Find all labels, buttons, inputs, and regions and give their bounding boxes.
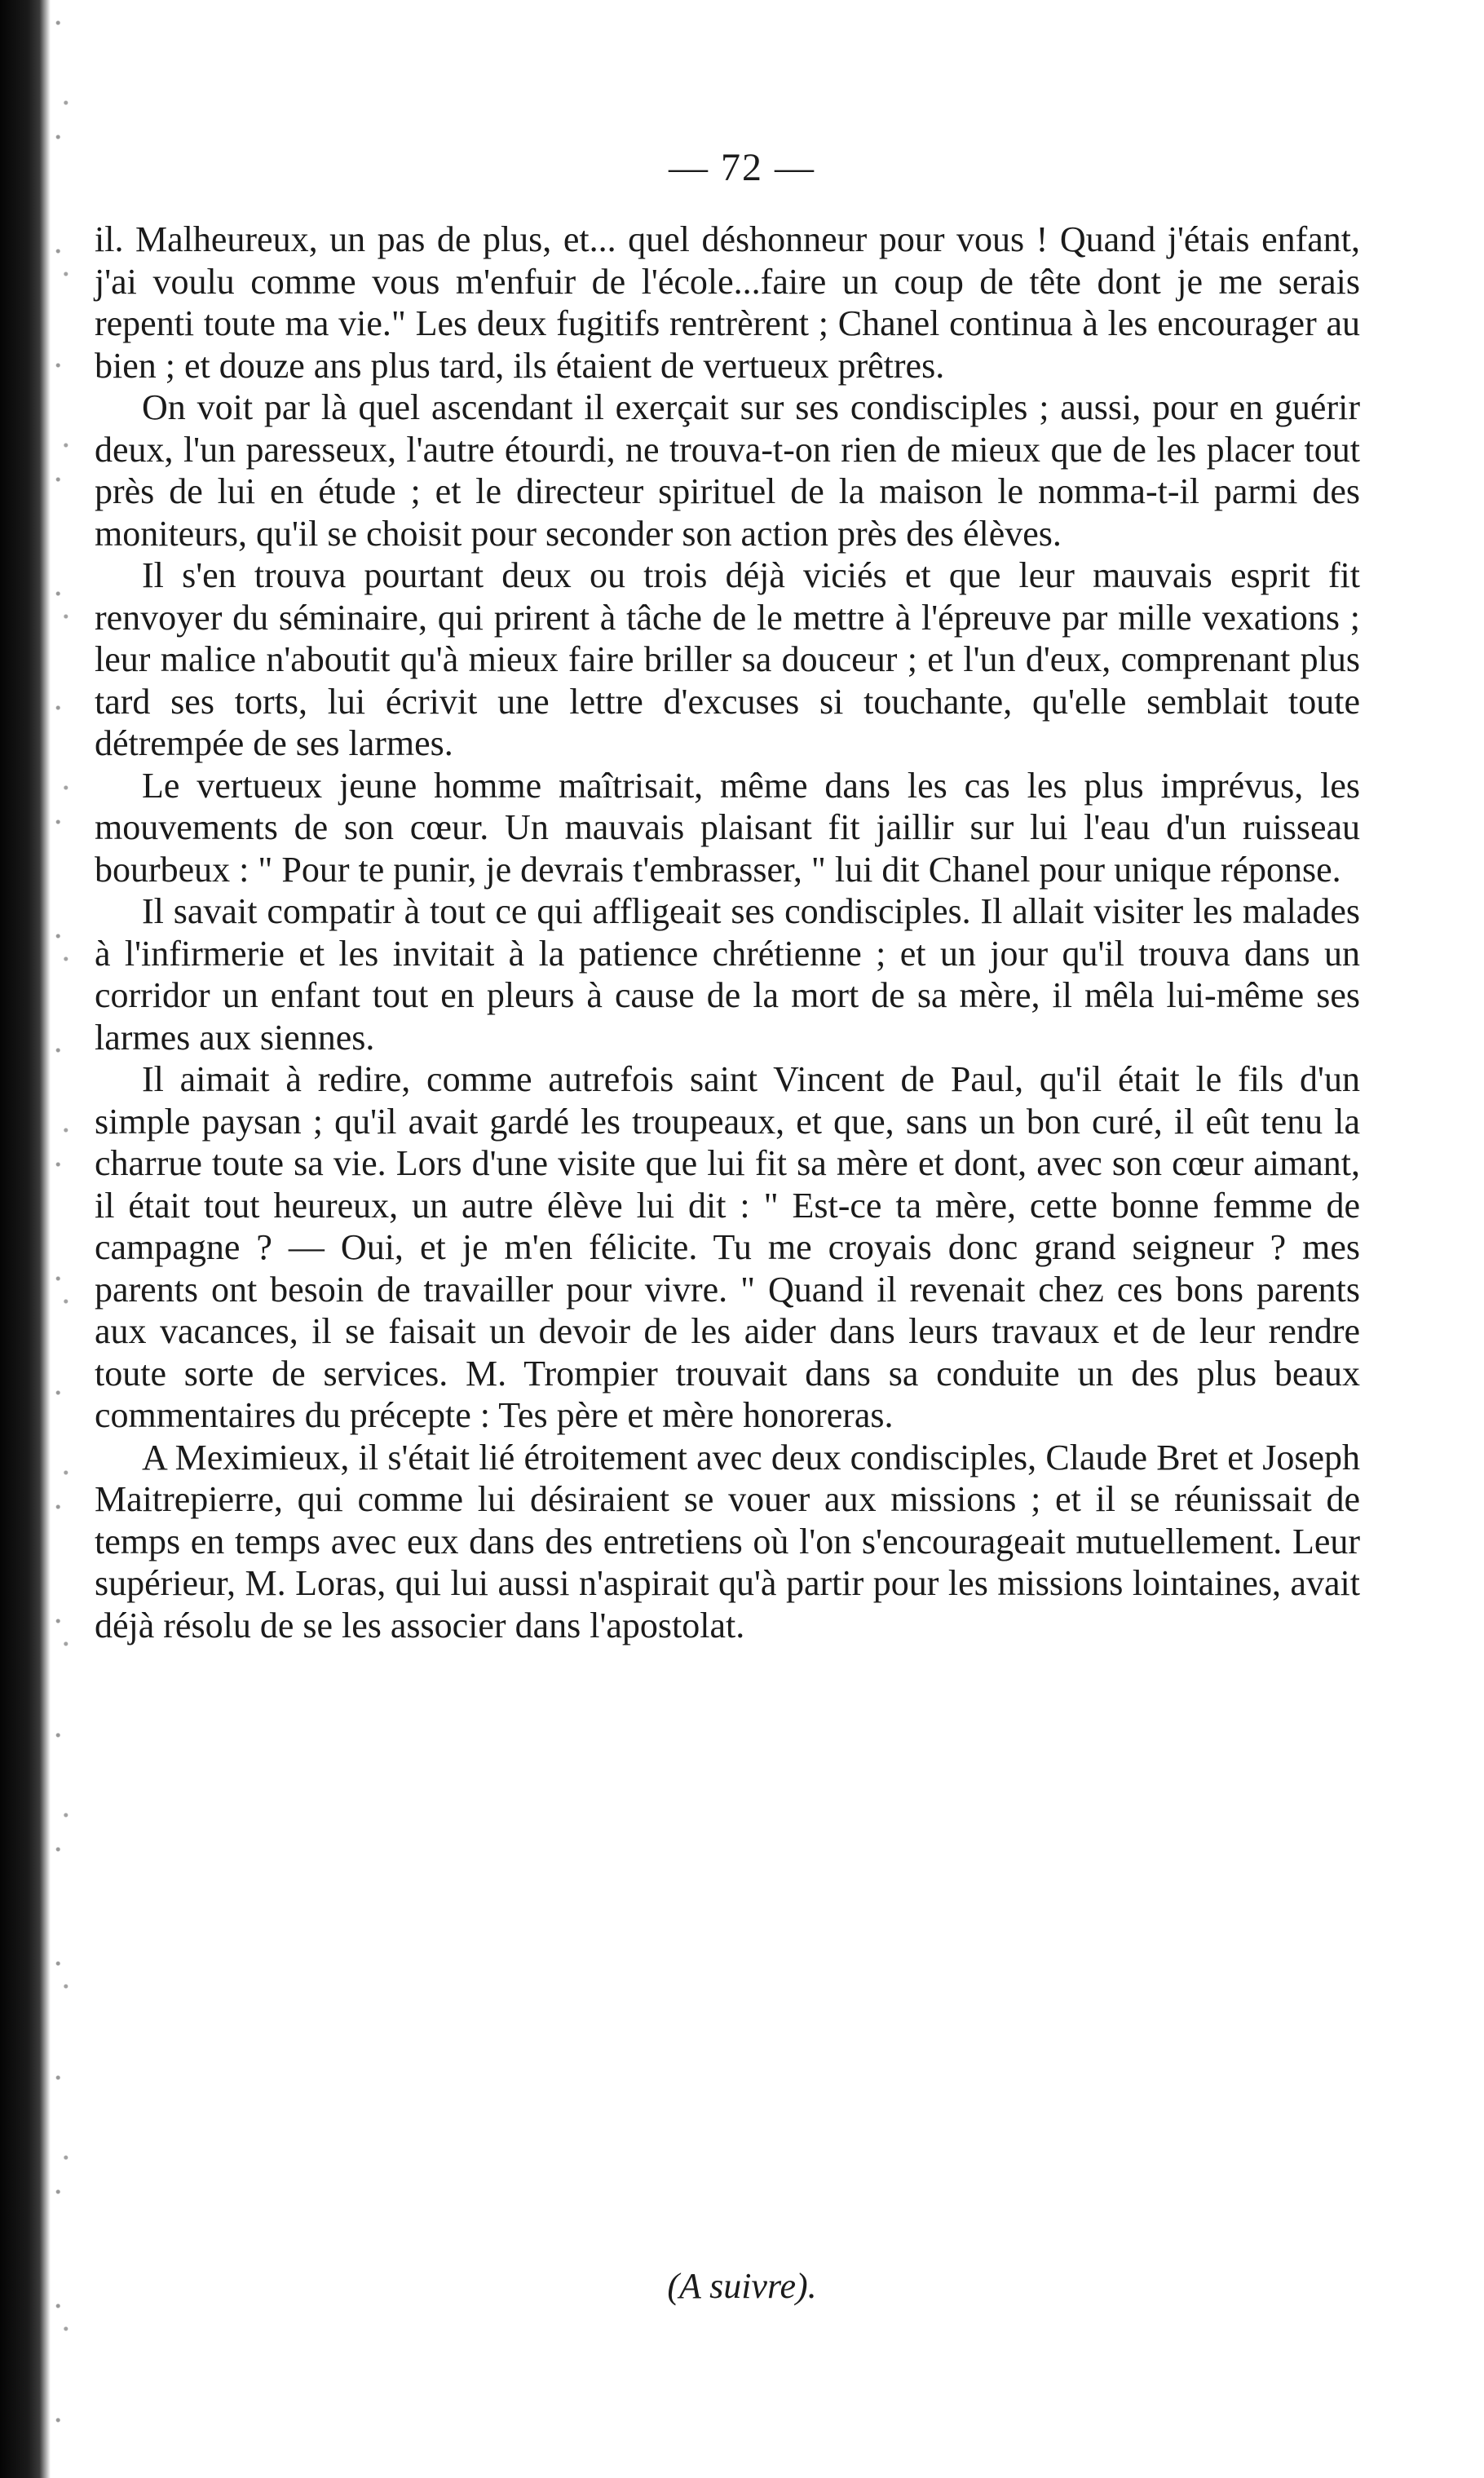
paragraph-ascendant: On voit par là quel ascendant il exerçait sur ses condisciples ; aussi, pour en guérir deux, l'un paresseux, l'autre étourdi, ne trouva-t-on rien de mieux que de les placer tout près de lui en étude ; et le directeur spirituel de la maison le nomma-t-il parmi des moniteurs, qu'il se choisit pour seconder son action près des élèves. [95, 387, 1360, 554]
paragraph-humilite: Il aimait à redire, comme autrefois saint Vincent de Paul, qu'il était le fils d'un simple paysan ; qu'il avait gardé les troupeaux, et que, sans un bon curé, il eût tenu la charrue toute sa vie. Lors d'une visite que lui fit sa mère et dont, avec son cœur aimant, il était tout heureux, un autre élève lui dit : " Est-ce ta mère, cette bonne femme de campagne ? — Oui, et je m'en félicite. Tu me croyais donc grand seigneur ? mes parents ont besoin de travailler pour vivre. " Quand il revenait chez ces bons parents aux vacances, il se faisait un devoir de les aider dans leurs travaux et de leur rendre toute sorte de services. M. Trompier trouvait dans sa conduite un des plus beaux commentaires du précepte : Tes père et mère honoreras. [95, 1059, 1360, 1435]
paragraph-compassion: Il savait compatir à tout ce qui affligeait ses condisciples. Il allait visiter les malades à l'infirmerie et les invitait à la patience chrétienne ; et un jour qu'il trouva dans un corridor un enfant tout en pleurs à cause de la mort de sa mère, il mêla lui-même ses larmes aux siennes. [95, 891, 1360, 1058]
paragraph-meximieux: A Meximieux, il s'était lié étroitement avec deux condisciples, Claude Bret et Joseph Maitrepierre, qui comme lui désiraient se vouer aux missions ; et il se réunissait de temps en temps avec eux dans des entretiens où l'on s'encourageait mutuellement. Leur supérieur, M. Loras, qui lui aussi n'aspirait qu'à partir pour les missions lointaines, avait déjà résolu de se les associer dans l'apostolat. [95, 1437, 1360, 1645]
body-text [95, 219, 1360, 1646]
binding-edge [0, 0, 51, 2478]
page-number: — 72 — [669, 146, 815, 189]
paragraph-continued: il. Malheureux, un pas de plus, et... quel déshonneur pour vous ! Quand j'étais enfant, j'ai voulu comme vous m'enfuir de l'école...faire un coup de tête dont je me serais repenti toute ma vie." Les deux fugitifs rentrèrent ; Chanel continua à les encourager au bien ; et douze ans plus tard, ils étaient de vertueux prêtres. [95, 219, 1360, 386]
to-be-continued: (A suivre). [667, 2266, 817, 2306]
paragraph-vexations: Il s'en trouva pourtant deux ou trois déjà viciés et que leur mauvais esprit fit renvoyer du séminaire, qui prirent à tâche de le mettre à l'épreuve par mille vexations ; leur malice n'aboutit qu'à mieux faire briller sa douceur ; et l'un d'eux, comprenant plus tard ses torts, lui écrivit une lettre d'excuses si touchante, qu'elle semblait toute détrempée de ses larmes. [95, 555, 1360, 763]
binding-shadow [52, 0, 72, 2478]
paragraph-maitrise: Le vertueux jeune homme maîtrisait, même dans les cas les plus imprévus, les mouvements de son cœur. Un mauvais plaisant fit jaillir sur lui l'eau d'un ruisseau bourbeux : " Pour te punir, je devrais t'embrasser, " lui dit Chanel pour unique réponse. [95, 765, 1360, 890]
